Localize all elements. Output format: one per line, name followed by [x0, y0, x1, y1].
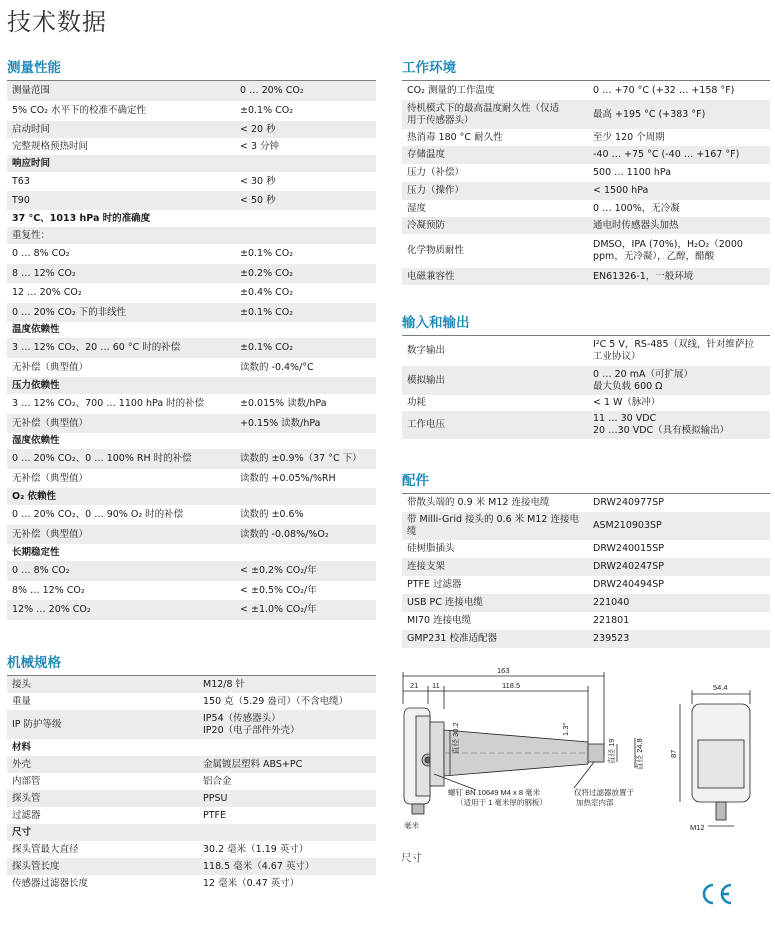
dim-24-8-label: 直径 24.8 — [635, 738, 644, 770]
spec-row — [7, 433, 376, 449]
spec-label: 材料 — [12, 741, 32, 753]
section-title: 输入和输出 — [402, 315, 470, 331]
spec-label: 冷凝预防 — [407, 219, 446, 231]
spec-label: PTFE 过滤器 — [407, 579, 462, 590]
spec-value: IP54（传感器头） IP20（电子部件外壳） — [203, 712, 300, 736]
spec-value: < ±0.2% CO₂/年 — [240, 565, 317, 576]
spec-value: 读数的 ±0.9%（37 °C 下） — [240, 453, 362, 464]
spec-row — [7, 581, 376, 600]
spec-row — [402, 268, 770, 285]
spec-value: < 3 分钟 — [240, 140, 280, 152]
spec-value: ±0.1% CO₂ — [240, 342, 294, 353]
dim-21-label: 21 — [410, 681, 419, 690]
spec-label: MI70 连接电缆 — [407, 615, 472, 626]
spec-label: 长期稳定性 — [12, 546, 60, 558]
spec-row — [7, 807, 376, 824]
spec-row — [7, 121, 376, 138]
spec-value: 读数的 -0.4%/°C — [240, 361, 314, 373]
spec-row — [402, 630, 770, 648]
dim-54-4-label: 54.4 — [713, 683, 728, 692]
spec-label: 0 … 8% CO₂ — [12, 565, 70, 576]
spec-row — [7, 469, 376, 488]
dim-11-label: 11 — [432, 681, 440, 690]
spec-row — [7, 227, 376, 244]
spec-value: DRW240977SP — [593, 497, 664, 508]
spec-value: < ±0.5% CO₂/年 — [240, 584, 317, 596]
spec-value: 0 … 100%，无冷凝 — [593, 202, 680, 214]
spec-row — [7, 739, 376, 756]
spec-row — [7, 824, 376, 841]
spec-value: +0.15% 读数/hPa — [240, 417, 321, 429]
dim-m12-label: M12 — [690, 823, 705, 832]
spec-label: GMP231 校准适配器 — [407, 633, 497, 644]
spec-value: 铝合金 — [203, 775, 232, 787]
dim-118-5-label: 118.5 — [502, 681, 521, 690]
spec-label: 待机模式下的最高温度耐久性（仅适 用于传感器头） — [407, 102, 560, 126]
dim-overall-label: 163 — [497, 666, 510, 675]
spec-label: 模拟输出 — [407, 374, 446, 386]
spec-row — [402, 512, 770, 540]
spec-label: 探头管长度 — [12, 860, 60, 872]
spec-label: 内部管 — [12, 775, 41, 787]
spec-label: 化学物质耐性 — [407, 245, 465, 256]
section-measurement-performance — [7, 59, 376, 620]
spec-value: 通电时传感器头加热 — [593, 219, 679, 231]
spec-value: 最高 +195 °C (+383 °F) — [593, 108, 706, 120]
section-accessories — [402, 472, 770, 648]
spec-value: ±0.015% 读数/hPa — [240, 398, 327, 409]
spec-value: ±0.4% CO₂ — [240, 287, 294, 298]
spec-label: 0 … 20% CO₂、0 … 90% O₂ 时的补偿 — [12, 509, 184, 520]
spec-row — [7, 358, 376, 377]
spec-label: 3 … 12% CO₂、20 … 60 °C 时的补偿 — [12, 342, 181, 353]
spec-row — [7, 101, 376, 121]
spec-row — [7, 544, 376, 561]
spec-row — [7, 858, 376, 875]
spec-value: 221040 — [593, 597, 630, 608]
spec-label: 功耗 — [407, 397, 427, 408]
spec-row — [7, 875, 376, 892]
spec-row — [7, 600, 376, 620]
spec-value: ±0.1% CO₂ — [240, 105, 294, 116]
spec-label: 8 … 12% CO₂ — [12, 267, 76, 279]
spec-label: T90 — [12, 194, 30, 206]
spec-value: ±0.2% CO₂ — [240, 267, 294, 279]
dimension-drawing — [398, 664, 770, 839]
spec-value: 239523 — [593, 633, 630, 644]
spec-label: 37 °C、1013 hPa 时的准确度 — [12, 212, 151, 224]
section-title: 配件 — [402, 473, 429, 489]
spec-label: 数字输出 — [407, 345, 446, 356]
spec-value: ASM210903SP — [593, 520, 662, 531]
spec-label: O₂ 依赖性 — [12, 490, 57, 502]
spec-label: 探头管 — [12, 792, 41, 804]
spec-value: I²C 5 V，RS-485（双线，针对维萨拉 工业协议） — [593, 339, 755, 362]
section-operating-environment — [402, 59, 770, 285]
spec-label: 接头 — [12, 678, 32, 690]
spec-row — [7, 172, 376, 191]
spec-row — [7, 244, 376, 264]
spec-label: 0 … 20% CO₂、0 … 100% RH 时的补偿 — [12, 453, 192, 464]
spec-label: 无补偿（典型值） — [12, 361, 89, 373]
spec-label: 压力（操作） — [407, 185, 465, 196]
note-screw-plate: （适用于 1 毫米厚的钢板） — [456, 798, 547, 807]
section-title: 机械规格 — [7, 655, 61, 671]
spec-value: DRW240247SP — [593, 561, 664, 572]
spec-row — [7, 773, 376, 790]
spec-value: 150 克（5.29 盎司）（不含电缆） — [203, 695, 349, 707]
spec-row — [7, 191, 376, 210]
page-title: 技术数据 — [7, 8, 107, 36]
spec-value: DRW240494SP — [593, 579, 664, 590]
spec-label: 传感器过滤器长度 — [12, 877, 89, 889]
spec-value: < ±1.0% CO₂/年 — [240, 604, 317, 615]
spec-row — [402, 594, 770, 612]
spec-label: 12 … 20% CO₂ — [12, 287, 82, 298]
spec-row — [7, 138, 376, 155]
spec-row — [7, 414, 376, 433]
spec-row — [7, 338, 376, 358]
spec-value: 30.2 毫米（1.19 英寸） — [203, 843, 309, 855]
spec-label: 尺寸 — [12, 826, 32, 838]
spec-value: -40 … +75 °C (-40 … +167 °F) — [593, 149, 740, 160]
spec-value: 12 毫米（0.47 英寸） — [203, 877, 300, 889]
spec-row — [402, 558, 770, 576]
spec-value: M12/8 针 — [203, 678, 246, 690]
spec-label: 12% … 20% CO₂ — [12, 604, 91, 615]
spec-row — [7, 81, 376, 101]
spec-label: 3 … 12% CO₂、700 … 1100 hPa 时的补偿 — [12, 398, 205, 409]
spec-row — [402, 336, 770, 366]
spec-label: 5% CO₂ 水平下的校准不确定性 — [12, 105, 147, 116]
spec-row — [402, 366, 770, 395]
spec-label: 温度依赖性 — [12, 324, 60, 335]
spec-label: 硅树脂插头 — [407, 543, 455, 554]
spec-label: 重量 — [12, 695, 32, 707]
spec-value: 金属镀层塑料 ABS+PC — [203, 758, 303, 770]
spec-value: ±0.1% CO₂ — [240, 306, 294, 318]
spec-label: T63 — [12, 175, 30, 187]
spec-row — [7, 676, 376, 693]
spec-row — [7, 756, 376, 773]
spec-label: 无补偿（典型值） — [12, 528, 89, 540]
spec-row — [7, 155, 376, 172]
spec-row — [402, 217, 770, 234]
spec-value: < 50 秒 — [240, 194, 276, 206]
note-unit: 毫米 — [404, 821, 419, 830]
spec-label: 启动时间 — [12, 123, 51, 135]
diagram-caption: 尺寸 — [401, 852, 422, 864]
spec-value: 221801 — [593, 615, 630, 626]
spec-value: < 20 秒 — [240, 123, 276, 135]
section-mechanical-specs — [7, 654, 376, 892]
spec-row — [7, 710, 376, 739]
spec-value: PTFE — [203, 809, 226, 821]
section-inputs-outputs — [402, 314, 770, 439]
section-title: 工作环境 — [402, 60, 456, 76]
spec-label: 存储温度 — [407, 149, 446, 160]
spec-row — [7, 210, 376, 227]
spec-label: 热消毒 180 °C 耐久性 — [407, 131, 503, 143]
note-filter-heated: 加热室内部 — [576, 798, 614, 807]
spec-value: EN61326-1，一般环境 — [593, 270, 694, 282]
spec-label: 完整规格预热时间 — [12, 140, 89, 152]
spec-row — [7, 283, 376, 303]
section-title: 测量性能 — [7, 60, 61, 76]
spec-row — [402, 100, 770, 129]
spec-value: 至少 120 个周期 — [593, 131, 665, 143]
note-screw: 螺钉 BN 10649 M4 x 8 毫米 — [448, 788, 541, 797]
spec-row — [402, 164, 770, 182]
spec-row — [7, 525, 376, 544]
spec-row — [7, 449, 376, 469]
spec-label: 带散头端的 0.9 米 M12 连接电缆 — [407, 497, 550, 508]
spec-row — [402, 576, 770, 594]
spec-row — [7, 488, 376, 505]
spec-value: DMSO，IPA (70%)，H₂O₂（2000 ppm，无冷凝），乙醇，醋酸 — [593, 239, 743, 262]
spec-value: 11 … 30 VDC 20 …30 VDC（具有模拟输出） — [593, 413, 730, 436]
spec-value: DRW240015SP — [593, 543, 664, 554]
spec-row — [402, 129, 770, 146]
spec-value: 读数的 ±0.6% — [240, 509, 304, 520]
spec-row — [402, 146, 770, 164]
spec-value: < 1500 hPa — [593, 185, 649, 196]
spec-value: 0 … 20 mA（可扩展） 最大负载 600 Ω — [593, 368, 693, 392]
dim-angle-label: 1.3° — [561, 722, 570, 736]
spec-label: 压力依赖性 — [12, 379, 60, 391]
spec-value: 读数的 -0.08%/%O₂ — [240, 528, 329, 540]
spec-row — [7, 790, 376, 807]
spec-label: 压力（补偿） — [407, 167, 465, 178]
spec-label: 无补偿（典型值） — [12, 472, 89, 484]
spec-label: 响应时间 — [12, 157, 51, 169]
spec-value: 500 … 1100 hPa — [593, 167, 672, 178]
spec-row — [402, 81, 770, 100]
spec-row — [402, 540, 770, 558]
spec-label: 带 Milli-Grid 接头的 0.6 米 M12 连接电 缆 — [407, 514, 579, 537]
dim-302-label: 直径 30.2 — [451, 722, 460, 754]
spec-row — [7, 322, 376, 338]
spec-row — [402, 234, 770, 268]
spec-label: 探头管最大直径 — [12, 843, 79, 855]
spec-value: ±0.1% CO₂ — [240, 248, 294, 259]
spec-value: 0 … +70 °C (+32 … +158 °F) — [593, 84, 735, 96]
spec-label: 连接支架 — [407, 561, 446, 572]
spec-label: 8% … 12% CO₂ — [12, 584, 85, 596]
spec-row — [7, 505, 376, 525]
spec-row — [402, 200, 770, 217]
spec-label: 测量范围 — [12, 85, 51, 96]
spec-value: 读数的 +0.05%/%RH — [240, 472, 336, 484]
spec-label: IP 防护等级 — [12, 718, 62, 730]
spec-row — [7, 303, 376, 322]
spec-row — [402, 411, 770, 439]
spec-row — [7, 377, 376, 394]
spec-label: 重复性： — [12, 229, 51, 241]
spec-row — [7, 841, 376, 858]
spec-label: 电磁兼容性 — [407, 270, 455, 282]
spec-value: < 30 秒 — [240, 175, 276, 187]
spec-row — [7, 264, 376, 283]
spec-row — [7, 394, 376, 414]
spec-label: 无补偿（典型值） — [12, 417, 89, 429]
spec-label: USB PC 连接电缆 — [407, 597, 483, 608]
spec-value: 0 … 20% CO₂ — [240, 85, 304, 96]
spec-label: 工作电压 — [407, 419, 446, 430]
spec-row — [402, 395, 770, 411]
dim-19-label: 直径 19 — [607, 738, 616, 764]
spec-row — [402, 182, 770, 200]
ce-mark-logo — [700, 882, 734, 906]
spec-label: 湿度 — [407, 202, 427, 214]
spec-label: CO₂ 测量的工作温度 — [407, 84, 495, 96]
spec-value: PPSU — [203, 792, 228, 804]
spec-label: 湿度依赖性 — [12, 435, 60, 446]
spec-row — [402, 494, 770, 512]
spec-value: 118.5 毫米（4.67 英寸） — [203, 860, 315, 872]
spec-row — [7, 561, 376, 581]
spec-label: 0 … 20% CO₂ 下的非线性 — [12, 306, 127, 318]
spec-label: 外壳 — [12, 758, 32, 770]
spec-row — [7, 693, 376, 710]
spec-value: < 1 W（脉冲） — [593, 397, 661, 408]
dim-87-label: 87 — [669, 749, 678, 758]
spec-label: 0 … 8% CO₂ — [12, 248, 70, 259]
spec-label: 过滤器 — [12, 809, 41, 821]
spec-row — [402, 612, 770, 630]
note-filter: 仅将过滤器放置于 — [574, 788, 634, 797]
